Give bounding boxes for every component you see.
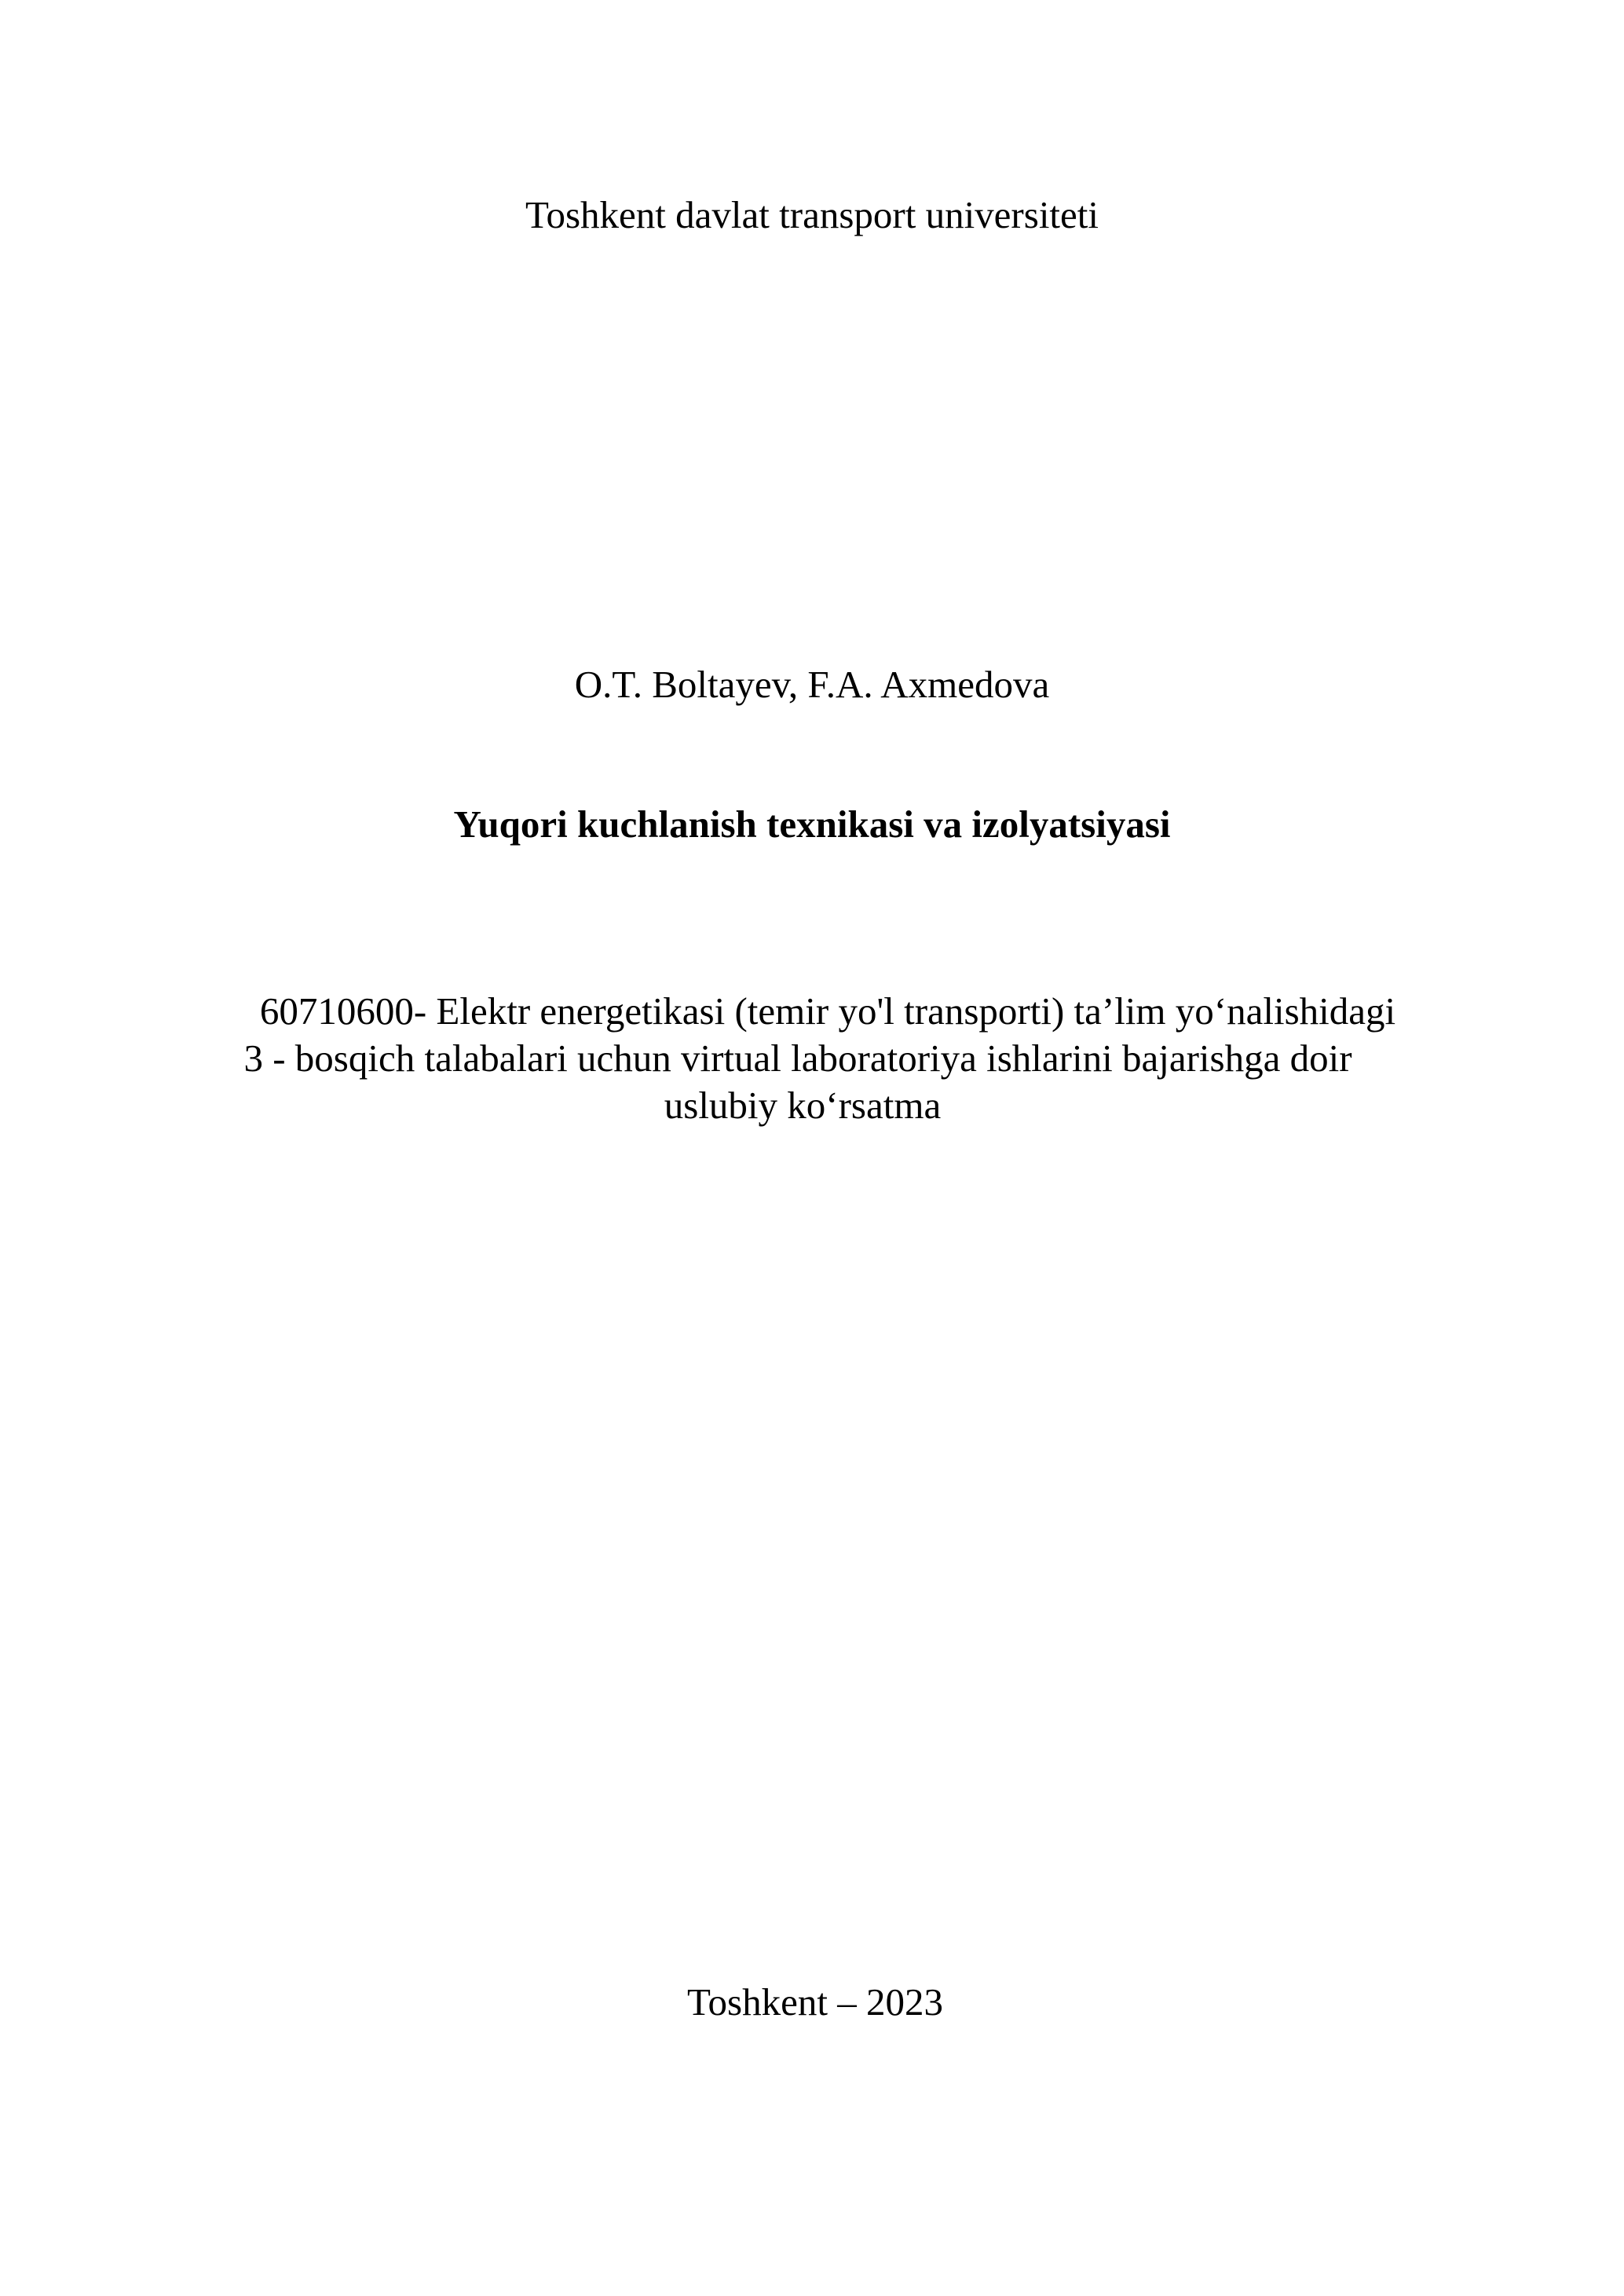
university-name: Toshkent davlat transport universiteti [525, 193, 1099, 236]
authors: O.T. Boltayev, F.A. Axmedova [574, 663, 1050, 706]
description-line-3: uslubiy ko‘rsatma [664, 1084, 942, 1127]
description-line-2: 3 - bosqich talabalari uchun virtual laboratoriya ishlarini bajarishga doir [243, 1036, 1352, 1080]
city-year: Toshkent – 2023 [687, 1980, 943, 2024]
description-line-1: 60710600- Elektr energetikasi (temir yo'l transporti) ta’lim yo‘nalishidagi [259, 989, 1396, 1033]
document-title: Yuqori kuchlanish texnikasi va izolyatsiyasi [453, 803, 1171, 846]
